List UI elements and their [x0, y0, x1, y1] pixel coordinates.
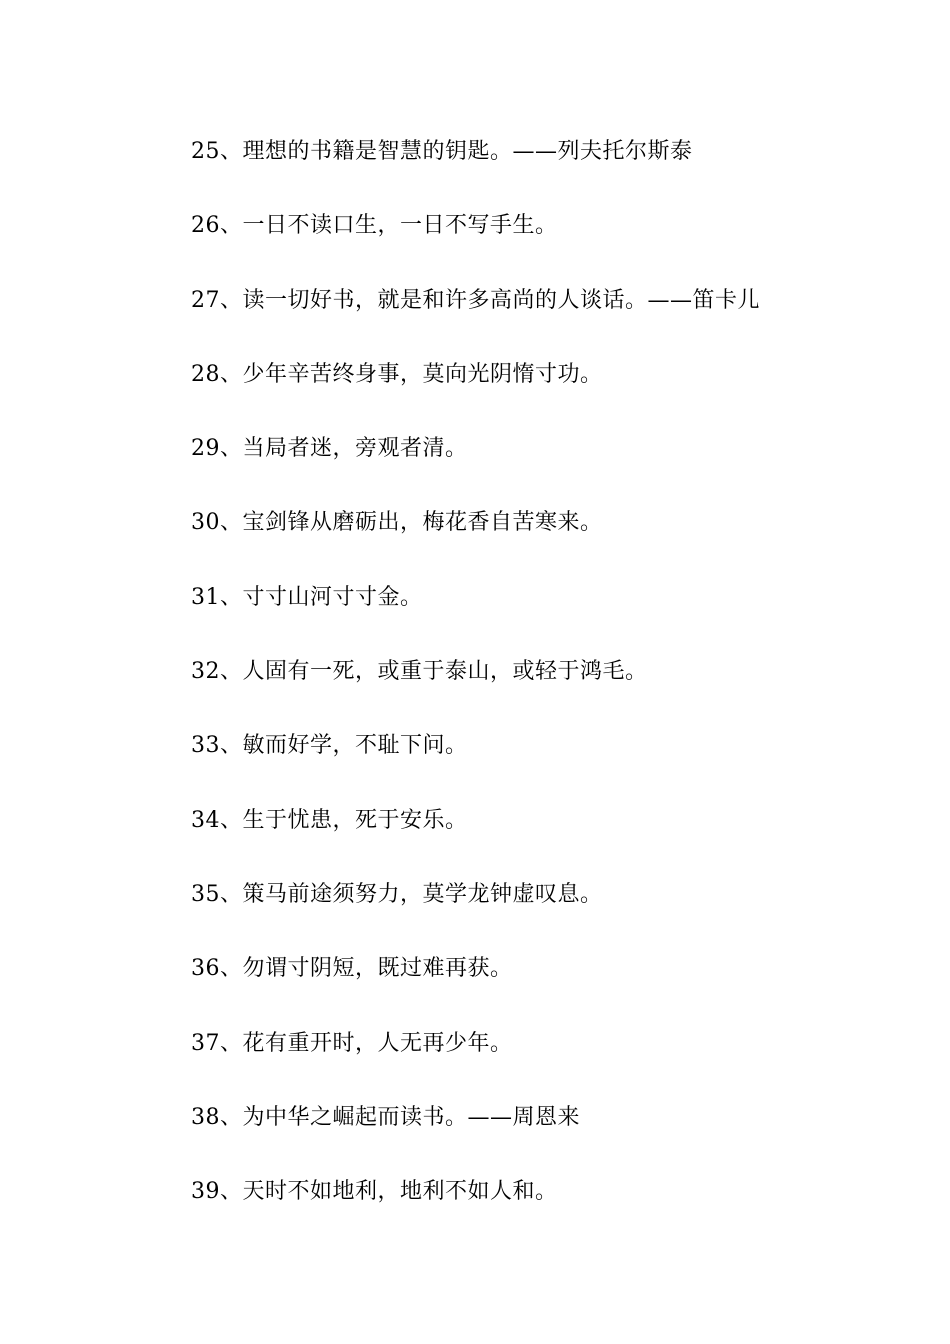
- quote-item: 39、天时不如地利，地利不如人和。: [191, 1179, 558, 1205]
- quote-item: 26、一日不读口生，一日不写手生。: [191, 213, 558, 239]
- quote-item: 34、生于忧患，死于安乐。: [191, 807, 468, 833]
- quote-item: 29、当局者迷，旁观者清。: [191, 436, 468, 462]
- quote-item: 36、勿谓寸阴短，既过难再获。: [191, 956, 513, 982]
- quote-item: 38、为中华之崛起而读书。——周恩来: [191, 1104, 580, 1130]
- quote-item: 32、人固有一死，或重于泰山，或轻于鸿毛。: [191, 659, 648, 685]
- quote-item: 30、宝剑锋从磨砺出，梅花香自苦寒来。: [191, 510, 603, 536]
- quote-item: 31、寸寸山河寸寸金。: [191, 584, 423, 610]
- quote-item: 35、策马前途须努力，莫学龙钟虚叹息。: [191, 881, 603, 907]
- quote-item: 37、花有重开时，人无再少年。: [191, 1030, 513, 1056]
- quote-item: 27、读一切好书，就是和许多高尚的人谈话。——笛卡儿: [191, 287, 760, 313]
- quote-list: [191, 134, 760, 1248]
- quote-item: 33、敏而好学，不耻下问。: [191, 733, 468, 759]
- quote-item: 28、少年辛苦终身事，莫向光阴惰寸功。: [191, 361, 603, 387]
- quote-item: 25、理想的书籍是智慧的钥匙。——列夫托尔斯泰: [191, 139, 693, 164]
